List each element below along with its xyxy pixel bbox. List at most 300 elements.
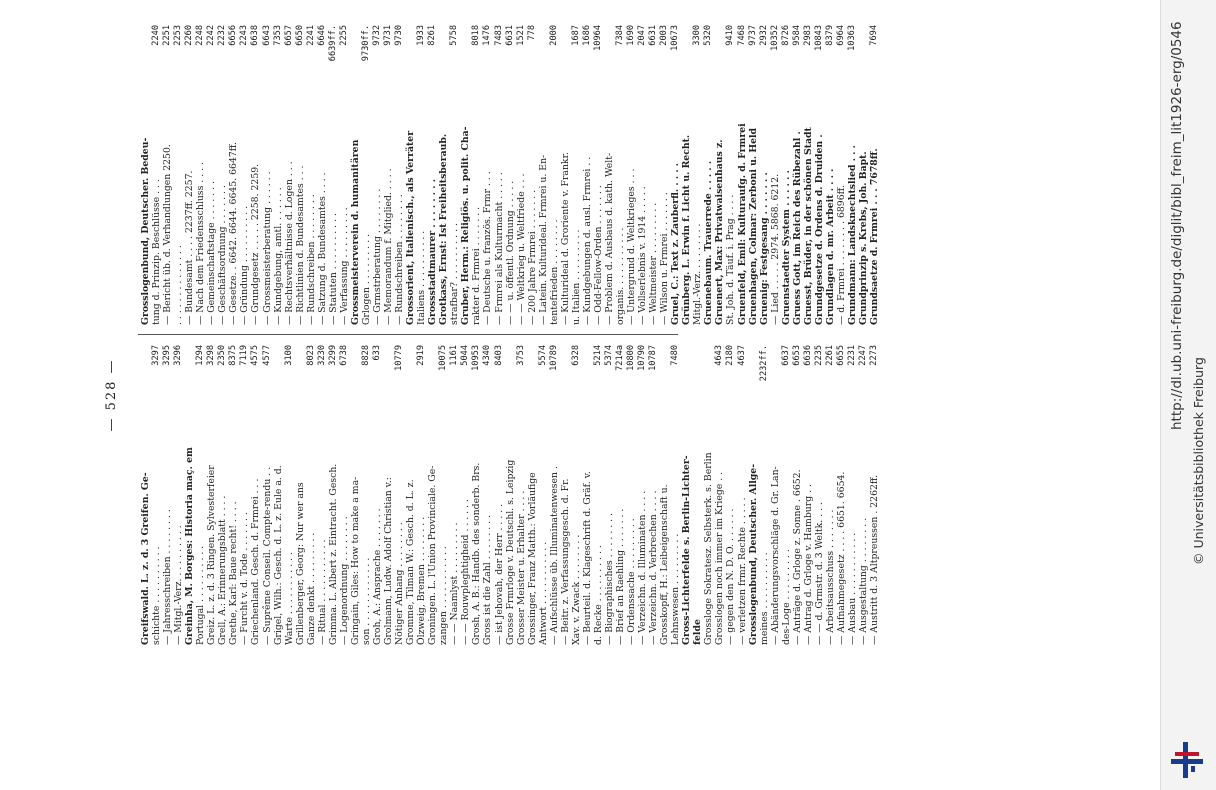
index-entry-text: — Logenordnung . . . . . . . . [338, 516, 350, 645]
index-entry-number: 4340 [482, 345, 493, 366]
index-entry [505, 345, 516, 645]
index-entry [284, 345, 295, 645]
index-entry-number: 8261 [427, 25, 438, 46]
index-entry [239, 25, 250, 325]
index-entry-number [460, 25, 471, 77]
index-entry [836, 345, 847, 645]
index-entry-number: 5758 [449, 25, 460, 46]
index-entry-text: — Beurteil. d. Klageschrift d. Gräf. v. [581, 471, 593, 645]
index-entry-text: Grillenberger, Georg: Nur wer ans [294, 482, 306, 645]
index-entry [173, 345, 184, 645]
index-entry-text: — Brief an Raehling . . . . . . . [615, 508, 627, 645]
index-entry [516, 345, 527, 645]
index-entry-number: 6631 [648, 25, 659, 46]
index-entry-number: 5214 [592, 345, 603, 366]
index-entry-text: Mitgl.-Verz. . . . . . . . . [692, 223, 704, 325]
index-entry-number: 1521 [515, 25, 526, 46]
index-entry-number: 10964 [592, 25, 603, 51]
index-entry-number: 7214a [615, 345, 626, 371]
index-entry [228, 25, 239, 325]
index-entry [494, 25, 505, 325]
index-entry [737, 25, 748, 325]
index-entry-text: — Vollserlebnis v. 1914 . . . . . [637, 186, 649, 325]
index-entry-number: 2232ff. [758, 345, 769, 382]
index-entry [725, 25, 736, 325]
index-entry [560, 345, 571, 645]
index-entry-text: Groningen. L. l'Union Provinciale. Ge- [427, 465, 439, 645]
index-entry [306, 25, 317, 325]
index-entry-number: 4637 [736, 345, 747, 366]
index-entry-text: Grimma. L. Albert z. Eintracht. Gesch. [327, 463, 339, 645]
column-divider [138, 334, 678, 335]
index-entry-number: 3296 [173, 345, 184, 366]
index-entry-text: Italiens . . . . . . . . . . [416, 230, 428, 325]
index-entry [405, 25, 416, 325]
index-entry-number: 2919 [416, 345, 427, 366]
index-entry-text: Grosslogen noch immer im Kriege . . [714, 471, 726, 645]
index-entry-number: 1686 [581, 25, 592, 46]
index-entry-number: 6631 [504, 25, 515, 46]
index-entry [681, 25, 692, 325]
index-entry-number: 10787 [648, 345, 659, 371]
index-entry-number: 7483 [493, 25, 504, 46]
index-entry [803, 25, 814, 325]
index-entry-text: — Antrag d. Grloge v. Hamburg . . [802, 484, 814, 645]
index-entry-number [681, 345, 692, 397]
index-entry-text: Greiz. L. z. d. 3 Ringen. Sylvesterfeier [206, 465, 218, 645]
index-entry [394, 345, 405, 645]
margin-strip-rotated [1161, 0, 1216, 790]
index-entry [770, 25, 781, 325]
index-entry-number: 5044 [460, 345, 471, 366]
index-entry-number [692, 345, 703, 397]
index-entry-number [350, 345, 361, 397]
index-entry [725, 345, 736, 645]
index-entry-text: — Arbeitsausschuss . . . . . . . [824, 509, 836, 645]
index-entry-number [770, 345, 781, 397]
index-entry-text: Portugal . . . . . . . . . . [195, 545, 207, 645]
index-entry-text: — Kundgebungen d. ausl. Frmrei . . [581, 156, 593, 325]
index-entry [626, 25, 637, 325]
index-entry-text: — Memorandum f. Mitglied. . . . . [383, 168, 395, 325]
index-entry-number: 8023 [305, 345, 316, 366]
index-entry-number: 2983 [802, 25, 813, 46]
index-entry [151, 25, 162, 325]
index-entry-text: Gruenebaum. Trauerrede . . . . . [703, 160, 715, 325]
index-entry [527, 345, 538, 645]
index-entry [825, 25, 836, 325]
index-entry-text: — Rechtsverhältnisse d. Logen . . . [283, 161, 295, 325]
index-entry-text: — Biographisches . . . . . . . . [603, 512, 615, 645]
index-entry-number [560, 25, 571, 77]
index-entry-number: 2248 [195, 25, 206, 46]
index-entry [615, 345, 626, 645]
index-entry-number: 3753 [515, 345, 526, 366]
index-entry-text: — Grmstrberatung . . . . . . . . [371, 188, 383, 325]
index-entry-number: 6738 [338, 345, 349, 366]
index-entry-text: Gruenig: Festgesang . . . . . . . [758, 172, 770, 325]
index-entry-text: — — d. Grmstr. d. 3 Weltk. . . . [813, 502, 825, 645]
index-entry-text: tung d. Prinzip. Beschlüsse . . . [151, 179, 163, 325]
index-entry [582, 345, 593, 645]
index-entry-number [681, 25, 692, 77]
index-entry [195, 25, 206, 325]
index-entry-number: 8379 [824, 25, 835, 46]
index-entry-text: Gruenstaedter System . . . . . . [780, 170, 792, 325]
index-entry [482, 25, 493, 325]
index-entry-number: 10673 [670, 25, 681, 51]
index-entry [184, 345, 195, 645]
index-entry [538, 345, 549, 645]
index-entry-text: Greinha, M. Borges: Historia maç. em [184, 447, 196, 645]
index-entry [659, 345, 670, 645]
index-entry-text: — Verfassung . . . . . . . . . [338, 207, 350, 325]
index-entry [438, 25, 449, 325]
index-entry-text: schichte . . . . . . . . . . [151, 546, 163, 645]
index-entry-text: Grossstadtmaurer . . . . . . . . [427, 179, 439, 325]
index-entry [582, 25, 593, 325]
index-entry-text: Gruenfeld, Emil: Kulturaufg. d. Frmrei [736, 123, 748, 325]
index-entry-text: organis. . . . . . . . . . . [615, 227, 627, 325]
index-entry [637, 25, 648, 325]
index-entry [593, 345, 604, 645]
index-entry [516, 25, 527, 325]
index-entry-text: — — Weltkrieg u. Weltfriede . . . [515, 173, 527, 325]
index-entry-number [140, 25, 151, 77]
index-entry-number: 10363 [847, 25, 857, 51]
index-entry [670, 25, 681, 325]
index-entry-number: 6639ff. [327, 25, 338, 62]
index-entry-text: Groh, A.: Ansprache . . . . . . . [371, 508, 383, 645]
index-entry-number: 5374 [603, 345, 614, 366]
index-entry [759, 345, 770, 645]
index-entry [847, 345, 858, 645]
index-entry [836, 25, 847, 325]
index-entry [737, 345, 748, 645]
index-entry [151, 345, 162, 645]
index-entry [781, 25, 792, 325]
index-entry-text: Grosslogenbund, Deutscher. Allge- [747, 463, 759, 645]
index-entry-number [350, 25, 361, 77]
index-entry-text: St. Joh. d. Täuf. i. Prag . . . . [725, 194, 737, 325]
index-entry-text: Grundlagen d. mr. Arbeit . . . . [824, 168, 836, 325]
index-entry-number: 9584 [791, 25, 802, 46]
index-entry-text: — Anträge d. Grloge z. Sonne . 6652. [791, 469, 803, 645]
index-entry [449, 345, 460, 645]
index-entry-number: 5320 [703, 25, 714, 46]
index-entry [416, 345, 427, 645]
index-entry-number: 2260 [184, 25, 195, 46]
index-entry-text: Grolmann, Ludw. Adolf Christian v.: [383, 477, 395, 645]
index-entry-number: 8375 [228, 345, 239, 366]
index-entry [284, 25, 295, 325]
copyright-text: © Universitätsbibliothek Freiburg [1191, 357, 1206, 565]
page-number-header: — 528 — [104, 358, 119, 432]
index-entry-text: Grosh, A. B.: Handb. des sonderb. Brs. [471, 462, 483, 645]
index-entry-number: 6637 [780, 345, 791, 366]
index-column-right [140, 25, 880, 325]
index-entry-number [295, 345, 306, 397]
index-entry [571, 345, 582, 645]
index-entry [195, 345, 206, 645]
index-entry-text: — Ausbau . . . . . . . . . . . [847, 532, 858, 645]
index-entry-text: — Frmrei als Kulturmacht . . . . . [493, 172, 505, 325]
index-entry-number: 5574 [537, 345, 548, 366]
index-entry [361, 345, 372, 645]
index-entry-text: Warte . . . . . . . . . . . [283, 552, 295, 645]
index-entry-text: — — u. öffentl. Ordnung . . . . . [504, 180, 516, 325]
index-entry-text: Griechenland. Gesch. d. Frmrei . . . [250, 478, 262, 645]
index-entry [173, 25, 184, 325]
index-entry-number: 7119 [239, 345, 250, 366]
index-entry-number [604, 25, 615, 77]
index-entry-number [714, 25, 725, 77]
index-entry-number: 3299 [327, 345, 338, 366]
index-entry [394, 25, 405, 325]
index-entry-number: 633 [371, 345, 382, 361]
index-entry-number [582, 345, 593, 397]
index-entry-number: 7694 [869, 25, 880, 46]
index-entry-text: — Deutsche u. französ. Frmr . . . [482, 171, 494, 325]
index-entry-text: — 200 Jahre Frmrei . . . . . . . [526, 189, 538, 325]
index-entry [383, 345, 394, 645]
index-entry [626, 345, 637, 645]
index-entry-text: Grossloge Sokratesz. Selbsterk. s. Berlin [703, 452, 715, 645]
index-entry [714, 25, 725, 325]
index-entry [273, 25, 284, 325]
index-entry [571, 25, 582, 325]
index-entry-number: 7480 [670, 345, 681, 366]
index-entry-number [505, 345, 516, 397]
index-entry-text: — Grundgesetz . . . . . 2258. 2259. [250, 163, 262, 325]
index-entry-text: Greifswald. L. z. d. 3 Greifen. Ge- [140, 472, 151, 645]
index-entry-text: . . . . . . . . . . . . . . [173, 245, 185, 325]
index-entry-text: — Abänderungsvorschläge d. Gr. Lan- [769, 466, 781, 645]
index-entry-number: 2047 [637, 25, 648, 46]
index-entry-text: Gromme, Tilman W.: Gesch. d. L. z. [405, 479, 417, 645]
index-entry-number: 6646 [316, 25, 327, 46]
index-entry-number: 9730ff. [360, 25, 371, 62]
index-entry [792, 345, 803, 645]
index-entry-text: — Weltmeister . . . . . . . . . [648, 202, 660, 325]
index-entry [460, 25, 471, 325]
index-entry-text: — ist Jehovah, der Herr . . . . . [493, 503, 505, 645]
index-entry-number: 3100 [283, 345, 294, 366]
index-entry-number: 4575 [250, 345, 261, 366]
index-entry-text: Grossmeisterverein d. humanitären [349, 139, 361, 325]
index-entry-text: Ölzweig, Bremen . . . . . . . . [416, 516, 428, 645]
index-entry-number: 9410 [725, 25, 736, 46]
index-entry-text: — Ritual . . . . . . . . . . . [316, 539, 328, 645]
index-entry-number: 8726 [780, 25, 791, 46]
index-entry [703, 25, 714, 325]
index-entry-text: Gruber, Herm.: Religiös. u. polit. Cha- [460, 126, 472, 325]
index-entry-number: 2247 [858, 345, 869, 366]
index-entry-text: — Gesetze. . 6642. 6644. 6645. 6647ff. [228, 141, 240, 325]
index-entry [714, 345, 725, 645]
index-entry-number: 1933 [416, 25, 427, 46]
index-entry-number [427, 345, 438, 397]
index-entry [803, 345, 814, 645]
index-entry-text: Gruess Gott, im Reich des Rübezahl . [791, 131, 803, 325]
index-entry-text: — d. Frmrei . . . . . . . . 6896ff. [835, 185, 847, 325]
index-entry [372, 25, 383, 325]
index-entry-text: — Odd-Fellow-Orden . . . . . . . [592, 185, 604, 325]
index-entry-number: 1294 [195, 345, 206, 366]
index-entry-number: 10789 [548, 345, 559, 371]
index-entry-text: — Jahresschreiben . . . . . . . . [162, 509, 174, 645]
index-entry-text: — Grossmeisterberatung . . . . . . [261, 171, 273, 325]
index-entry-number: 4577 [261, 345, 272, 366]
index-entry-number: 2232 [217, 25, 228, 46]
index-entry-text: — Kundgebung, amtl. . . . . . . [272, 187, 284, 325]
index-entry [228, 345, 239, 645]
index-entry-number: 10790 [637, 345, 648, 371]
index-entry-text: — Suprême Conseil. Compte-rendu . . [261, 466, 273, 645]
index-entry [262, 345, 273, 645]
index-entry [471, 345, 482, 645]
index-entry-text: son . . . . . . . . . . . . [360, 557, 372, 645]
index-entry-number: 2000 [548, 25, 559, 46]
index-entry [460, 345, 471, 645]
index-entry-text: Grigel, Wilh.: Gesch. d. L. z. Eule a. d. [272, 465, 284, 645]
index-entry-number: 2251 [162, 25, 173, 46]
index-entry-text: Gruesst, Brüder, in der schönen Stadt [802, 127, 814, 325]
index-entry-number: 2180 [725, 345, 736, 366]
index-entry-number: 10953 [471, 345, 482, 371]
index-entry [217, 25, 228, 325]
index-entry-number: 7384 [615, 25, 626, 46]
index-entry-number: 2350 [217, 345, 228, 366]
index-entry [262, 25, 273, 325]
index-entry-number: 1161 [449, 345, 460, 366]
index-entry-text: Grosse Frmrloge v. Deutschl. s. Leipzig [504, 459, 516, 645]
index-entry-text: — verletzen frmr. Rechte . . . . . [736, 497, 748, 645]
index-entry-text: — Untergrund d. Weltkrieges . . . [626, 168, 638, 325]
index-entry-number: 1687 [570, 25, 581, 46]
index-entry [648, 25, 659, 325]
index-entry [703, 345, 714, 645]
index-entry [416, 25, 427, 325]
index-entry [217, 345, 228, 645]
index-entry-text: — Rundschreiben . . . . . . . . [305, 194, 317, 325]
index-entry [250, 345, 261, 645]
index-column-left [140, 345, 880, 645]
index-entry [858, 25, 869, 325]
index-entry [670, 345, 681, 645]
index-entry [770, 345, 781, 645]
index-entry-number [538, 25, 549, 77]
index-entry [162, 345, 173, 645]
index-entry [593, 25, 604, 325]
index-entry-number: 9737 [747, 25, 758, 46]
index-entry-number: 3298 [206, 345, 217, 366]
index-entry [427, 345, 438, 645]
index-entry [869, 345, 880, 645]
index-entry-number: 8018 [471, 25, 482, 46]
index-entry [339, 345, 350, 645]
index-entry-text: Gruenhagen, Colmar: Zerboni u. Held [747, 127, 759, 325]
index-entry-number: 6328 [570, 345, 581, 366]
index-entry-text: rakter d. Frmrei . . . . . . . [471, 206, 483, 325]
index-entry-number: 10779 [394, 345, 405, 371]
index-entry-number: 2255 [338, 25, 349, 46]
index-entry-text: meines . . . . . . . . . . [758, 552, 770, 645]
index-entry [273, 345, 284, 645]
index-entry [604, 345, 615, 645]
index-entry-text: — — Naamlyst . . . . . . . . . [449, 522, 461, 645]
index-entry-text: — Problem d. Ausbaus d. kath. Welt- [603, 152, 615, 325]
index-entry-text: — Latein. Kulturideal. Frmrei u. En- [537, 154, 549, 325]
index-entry-text: u. Italien . . . . . . . . . [570, 229, 582, 325]
index-entry-text: zangen . . . . . . . . . . . [438, 546, 450, 645]
index-entry-number: 2932 [758, 25, 769, 46]
index-entry-number: 6650 [294, 25, 305, 46]
index-entry-text: Grosskopff, H.: Leibeigenschaft u. [659, 484, 671, 645]
index-entry [814, 345, 825, 645]
index-entry-number: 3295 [162, 345, 173, 366]
index-entry-number: 9730 [394, 25, 405, 46]
index-entry-text: Gruel, C.: Text z. Zauberfl. . . . . [670, 162, 682, 325]
index-entry [681, 345, 692, 645]
index-entry [372, 345, 383, 645]
index-entry [471, 25, 482, 325]
index-entry-number: 8828 [360, 345, 371, 366]
index-entry-text: — Bericht üb. d. Verhandlungen 2250. [162, 144, 174, 325]
index-entry-number: 6638 [250, 25, 261, 46]
index-entry-number: 6964 [835, 25, 846, 46]
index-entry [383, 25, 394, 325]
index-entry-number [560, 345, 571, 397]
index-entry [328, 25, 339, 325]
index-entry [295, 345, 306, 645]
index-entry-text: — Geschäftsordnung . . . . . . . [217, 185, 229, 325]
index-entry-text: Grundmann: Landsknechtslied . . . [847, 145, 858, 325]
index-entry [604, 25, 615, 325]
index-entry [858, 345, 869, 645]
index-entry-number: 3230 [316, 345, 327, 366]
index-entry-number: 1476 [482, 25, 493, 46]
index-entry-text: — Nach dem Friedensschluss . . . . [195, 162, 207, 325]
index-entry [449, 25, 460, 325]
index-entry-number: 3297 [151, 345, 162, 366]
index-entry [317, 345, 328, 645]
index-entry-text: Grünberg. L. Erwin f. Licht u. Recht. [681, 134, 693, 325]
source-url-link[interactable]: http://dl.ub.uni-freiburg.de/diglit/bibl_freim_lit1926-erg/0546 [1169, 21, 1185, 430]
index-entry-text: — gegen den N. D. O. . . . . . . [725, 508, 737, 645]
index-entry-text: — Gemeinschaftstage . . . . . . . [206, 180, 218, 325]
index-entry-text: strafbar? . . . . . . . . . . [449, 223, 461, 325]
index-entry-number: 6636 [802, 345, 813, 366]
index-entry-text: Gross ist die Zahl . . . . . . . . [482, 514, 494, 645]
index-entry-text: d. Recke . . . . . . . . . . [592, 545, 604, 645]
index-entry-number: 2241 [305, 25, 316, 46]
index-entry-number [273, 345, 284, 397]
index-entry-text: Grossinger, Franz Matth.: Vorläufige [526, 472, 538, 645]
index-entry-number [383, 345, 394, 397]
index-entry-number [438, 25, 449, 77]
index-entry-number [184, 345, 195, 397]
index-entry-text: Grosser Meister u. Erhalter . . . . [515, 490, 527, 645]
index-entry-number: 1690 [626, 25, 637, 46]
index-entry [748, 25, 759, 325]
index-entry [814, 25, 825, 325]
index-entry-number: 2253 [173, 25, 184, 46]
index-entry [140, 25, 151, 325]
index-entry [405, 345, 416, 645]
index-entry-text: Grundprinzip s. Krebs, Joh. Bapt. [858, 151, 870, 325]
index-entry-number: 6643 [261, 25, 272, 46]
